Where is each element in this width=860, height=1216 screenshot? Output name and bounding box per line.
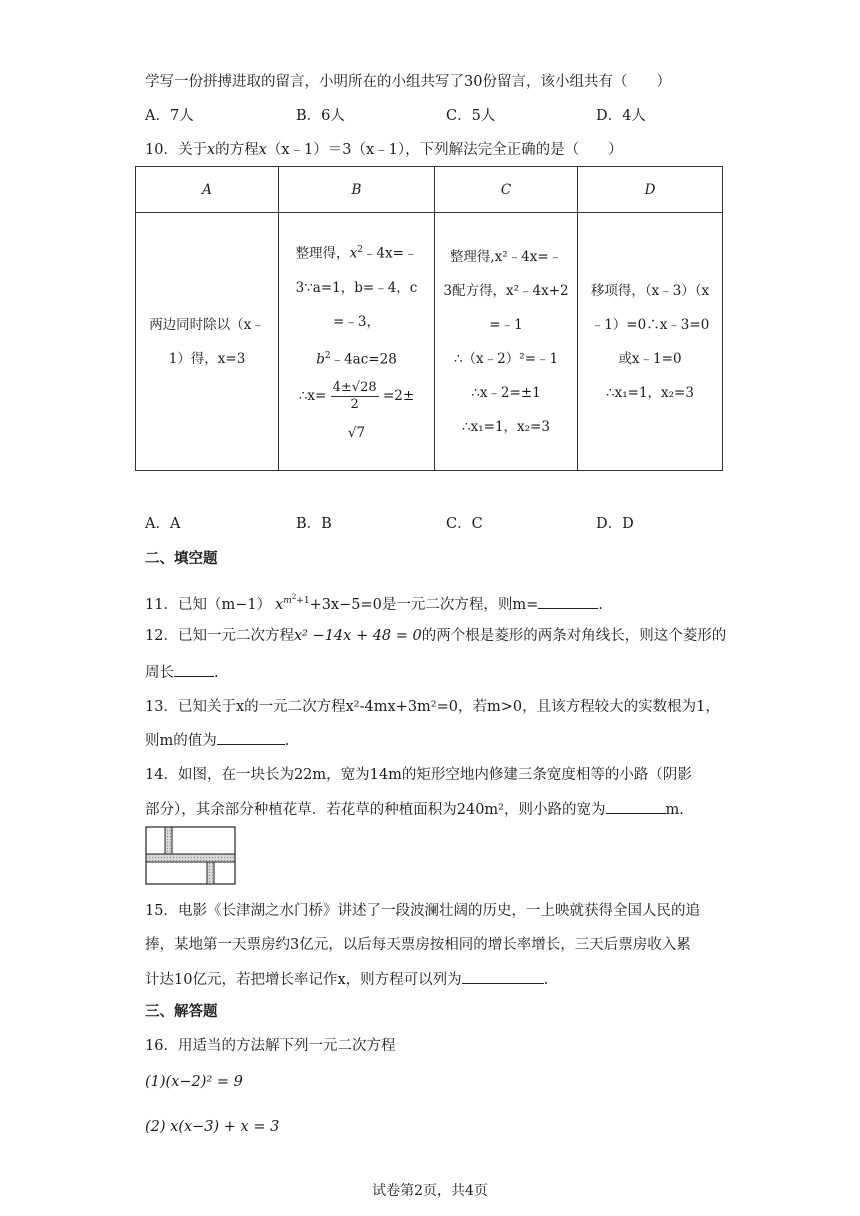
q15-line1: 15．电影《长津湖之水门桥》讲述了一段波澜壮阔的历史，一上映就获得全国人民的追 (145, 903, 700, 919)
cell-d: 移项得，（x﹣3）（x ﹣1）=0∴x﹣3=0 或x﹣1=0 ∴x₁=1，x₂=3 (578, 213, 723, 471)
q10-option-d: D．D (596, 516, 634, 532)
header-a: A (136, 167, 279, 213)
q16-stem: 16．用适当的方法解下列一元二次方程 (145, 1038, 396, 1054)
q13-line2: 则m的值为 . (145, 730, 289, 751)
header-d: D (578, 167, 723, 213)
q14-line1: 14．如图，在一块长为22m，宽为14m的矩形空地内修建三条宽度相等的小路（阴影 (145, 767, 692, 783)
header-c: C (435, 167, 578, 213)
q12-line1: 12．已知一元二次方程x² −14x + 48 = 0的两个根是菱形的两条对角线长，则这个菱形的 (145, 628, 727, 644)
q10-stem: 10．关于x的方程x（x﹣1）＝3（x﹣1），下列解法完全正确的是（ ） (145, 142, 623, 158)
q9-option-a: A．7人 (145, 108, 194, 124)
q14-rectangle-path-figure (145, 826, 237, 886)
q9-option-d: D．4人 (596, 108, 646, 124)
q15-line2: 捧，某地第一天票房约3亿元，以后每天票房按相同的增长率增长，三天后票房收入累 (145, 937, 691, 953)
cell-c: 整理得,x²﹣4x=﹣ 3配方得，x²﹣4x+2 =﹣1 ∴（x﹣2）²=﹣1 ∴x﹣2=±1 ∴x₁=1，x₂=3 (435, 213, 578, 471)
q10-option-c: C．C (446, 516, 483, 532)
q9-option-b: B．6人 (296, 108, 345, 124)
cell-b: 整理得，$x^2﹣4x=﹣$ 3∵a=1，b=﹣4，c =﹣3， $b^2﹣4ac=28$ ∴x= $\frac{4\pm√28}{2}$ =2± √7 (279, 213, 435, 471)
q11: 11．已知（m−1） $x^{m^2+1}+3x-5=0$是一元二次方程，则m= . (145, 593, 603, 613)
section-title-solutions: 三、解答题 (145, 1003, 218, 1020)
q16-part2: (2) x(x−3) + x = 3 (145, 1119, 280, 1135)
q9-text: 学写一份拼搏进取的留言，小明所在的小组共写了30份留言，该小组共有（ ） (145, 74, 671, 90)
fraction: $\frac{4\pm√28}{2}$ (332, 380, 377, 412)
section-title-fill-in: 二、填空题 (145, 550, 218, 567)
q16-part1: (1)(x−2)² = 9 (145, 1074, 243, 1090)
q15-line3: 计达10亿元，若把增长率记作x，则方程可以列为 . (145, 969, 548, 990)
q13-line1: 13．已知关于x的一元二次方程x²-4mx+3m²=0，若m>0，且该方程较大的实数根为1， (145, 699, 720, 715)
q14-line2: 部分），其余部分种植花草．若花草的种植面积为240m²，则小路的宽为 m. (145, 799, 684, 820)
q9-option-c: C．5人 (446, 108, 496, 124)
q10-option-b: B．B (296, 516, 332, 532)
q10-option-a: A．A (145, 516, 181, 532)
page-footer: 试卷第2页，共4页 (372, 1183, 488, 1199)
q12-line2: 周长 . (145, 662, 219, 683)
cell-a: 两边同时除以（x﹣ 1）得，x=3 (136, 213, 279, 471)
header-b: B (279, 167, 435, 213)
q10-solutions-table (135, 166, 723, 471)
